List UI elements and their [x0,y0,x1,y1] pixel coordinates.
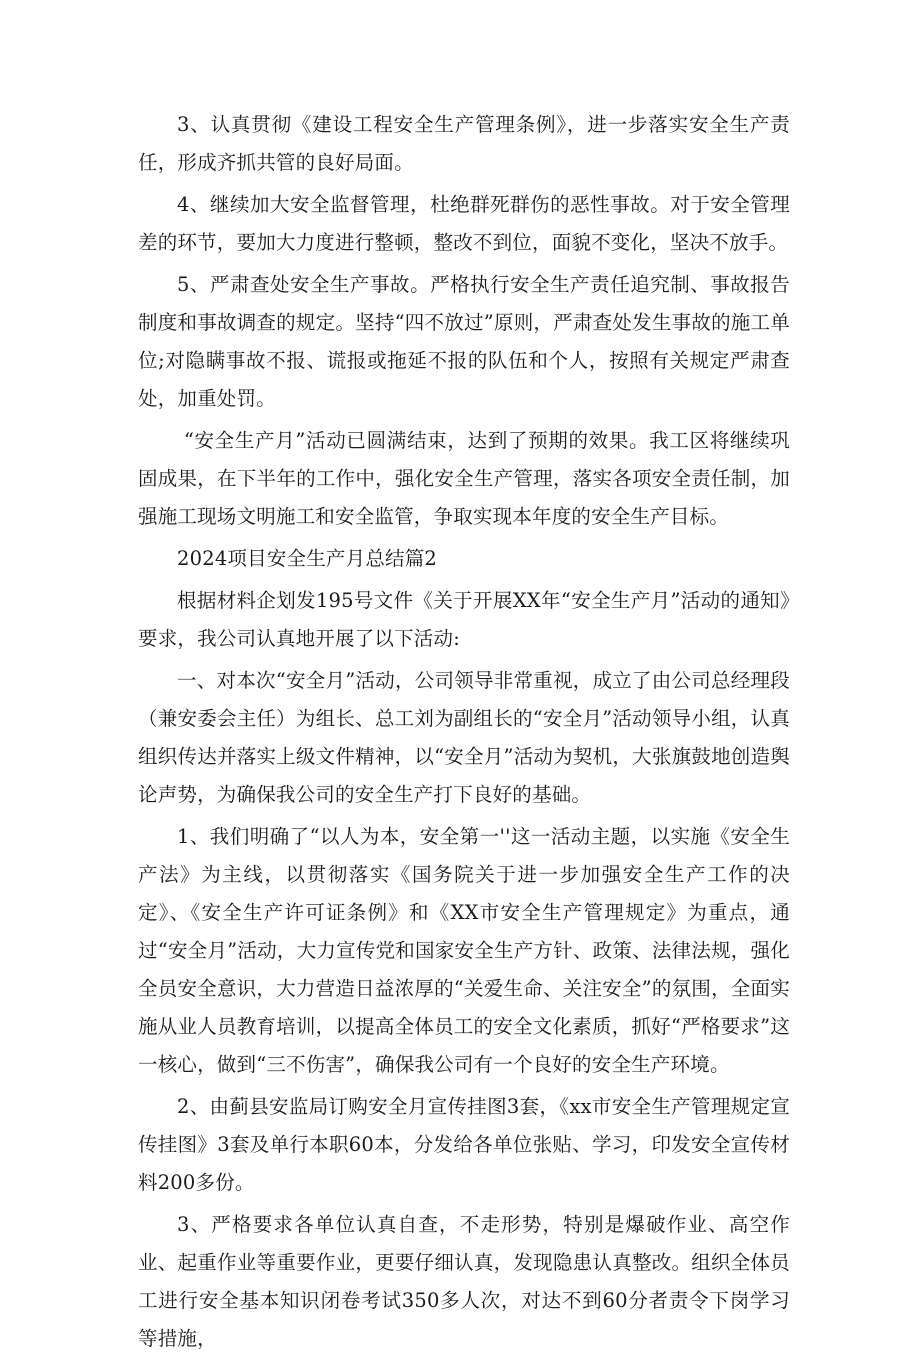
paragraph-point-3: 3、严格要求各单位认真自查，不走形势，特别是爆破作业、高空作业、起重作业等重要作业，更要仔细认真，发现隐患认真整改。组织全体员工进行安全基本知识闭卷考试350多人次，对达不到60分者责令下岗学习等措施， [138,1213,790,1350]
paragraph-intro: 根据材料企划发195号文件《关于开展XX年“安全生产月”活动的通知》要求，我公司认真地开展了以下活动: [138,589,790,650]
paragraph-item-5: 5、严肃查处安全生产事故。严格执行安全生产责任追究制、事故报告制度和事故调查的规定。坚持“四不放过”原则，严肃查处发生事故的施工单位;对隐瞒事故不报、谎报或拖延不报的队伍和个人，按照有关规定严肃查处，加重处罚。 [138,273,790,410]
section-heading: 2024项目安全生产月总结篇2 [177,547,438,570]
paragraph-point-2: 2、由蓟县安监局订购安全月宣传挂图3套，《xx市安全生产管理规定宣传挂图》3套及单行本职60本，分发给各单位张贴、学习，印发安全宣传材料200多份。 [138,1095,790,1194]
paragraph-item-4: 4、继续加大安全监督管理，杜绝群死群伤的恶性事故。对于安全管理差的环节，要加大力度进行整顿，整改不到位，面貌不变化，坚决不放手。 [138,193,790,254]
paragraph-point-1: 1、我们明确了“以人为本，安全第一''这一活动主题，以实施《安全生产法》为主线，以贯彻落实《国务院关于进一步加强安全生产工作的决定》、《安全生产许可证条例》和《XX市安全生产管理规定》为重点，通过“安全月”活动，大力宣传党和国家安全生产方针、政策、法律法规，强化全员安全意识，大力营造日益浓厚的“关爱生命、关注安全”的氛围，全面实施从业人员教育培训，以提高全体员工的安全文化素质，抓好“严格要求”这一核心，做到“三不伤害”，确保我公司有一个良好的安全生产环境。 [138,825,790,1076]
document-body [138,106,790,1362]
paragraph-item-3: 3、认真贯彻《建设工程安全生产管理条例》，进一步落实安全生产责任，形成齐抓共管的良好局面。 [138,113,790,174]
paragraph-conclusion: “安全生产月”活动已圆满结束，达到了预期的效果。我工区将继续巩固成果，在下半年的工作中，强化安全生产管理，落实各项安全责任制，加强施工现场文明施工和安全监管，争取实现本年度的安全生产目标。 [138,429,790,528]
paragraph-section-one: 一、对本次“安全月”活动，公司领导非常重视，成立了由公司总经理段（兼安委会主任）为组长、总工刘为副组长的“安全月”活动领导小组，认真组织传达并落实上级文件精神，以“安全月”活动为契机，大张旗鼓地创造舆论声势，为确保我公司的安全生产打下良好的基础。 [138,669,790,806]
